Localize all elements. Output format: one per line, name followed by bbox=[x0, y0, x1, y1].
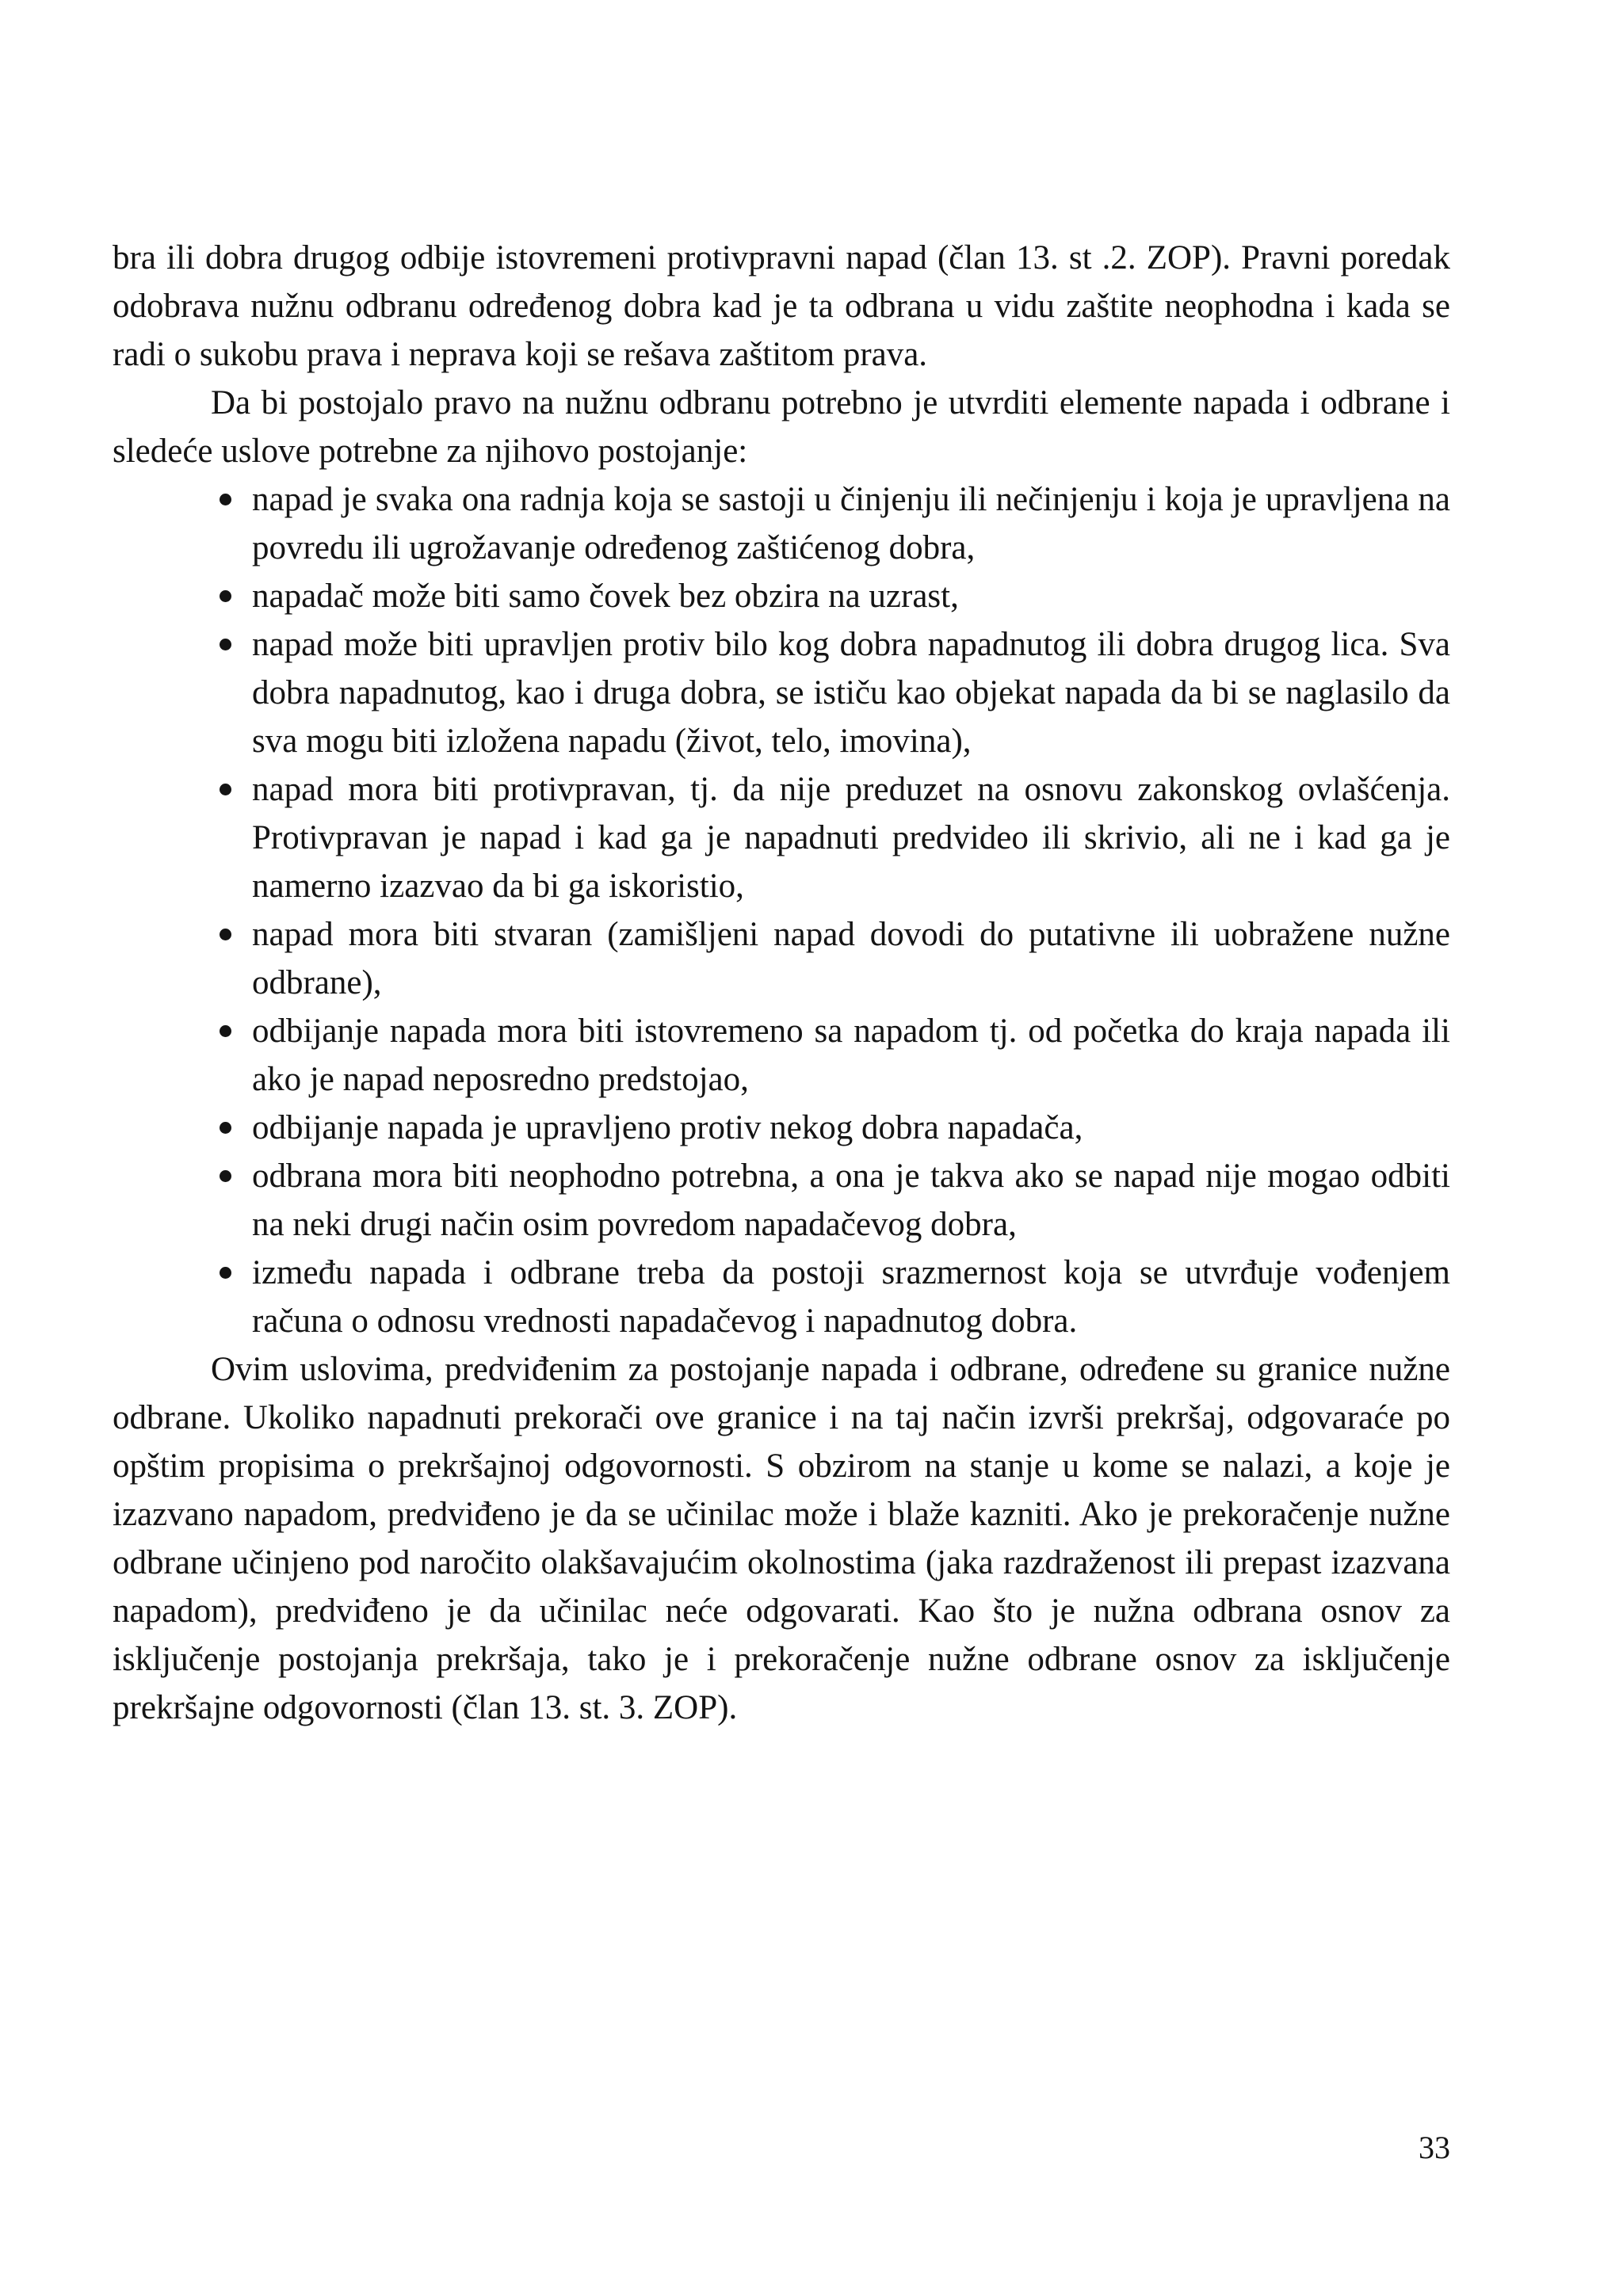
list-item-text: napad može biti upravljen protiv bilo kog dobra napadnutog ili dobra drugog lica. Sva dobra napadnutog, kao i druga dobra, se ističu kao objekat napada da bi se naglasilo da sva mogu biti izložena napadu (život, telo, imovina), bbox=[252, 626, 1450, 760]
list-item bbox=[252, 1152, 1450, 1249]
bullet-icon bbox=[220, 1267, 231, 1279]
list-item bbox=[252, 475, 1450, 572]
bullet-icon bbox=[220, 1170, 231, 1182]
page-number: 33 bbox=[1419, 2130, 1450, 2165]
list-item bbox=[252, 1249, 1450, 1345]
closing-paragraph: Ovim uslovima, predviđenim za postojanje napada i odbrane, određene su granice nužne odbrane. Ukoliko napadnuti prekorači ove granice i na taj način izvrši prekršaj, odgovaraće po opštim propisima o prekršajnoj odgovornosti. S obzirom na stanje u kome se nalazi, a koje je izazvano napadom, predviđeno je da se učinilac može i blaže kazniti. Ako je prekoračenje nužne odbrane učinjeno pod naročito olakšavajućim okolnostima (jaka razdraženost ili prepast izazvana napadom), predviđeno je da učinilac neće odgovarati. Kao što je nužna odbrana osnov za isključenje postojanja prekršaja, tako je i prekoračenje nužne odbrane osnov za isključenje prekršajne odgovornosti (član 13. st. 3. ZOP). bbox=[113, 1351, 1450, 1726]
bullet-icon bbox=[220, 1025, 231, 1037]
bullet-icon bbox=[220, 1122, 231, 1134]
bullet-icon bbox=[220, 639, 231, 650]
list-item bbox=[252, 1007, 1450, 1104]
bullet-icon bbox=[220, 929, 231, 940]
list-item-text: odbrana mora biti neophodno potrebna, a ona je takva ako se napad nije mogao odbiti na neki drugi način osim povredom napadačevog dobra, bbox=[252, 1158, 1450, 1243]
list-item-text: napad je svaka ona radnja koja se sastoji u činjenju ili nečinjenju i koja je upravljena na povredu ili ugrožavanje određenog zaštićenog dobra, bbox=[252, 481, 1450, 566]
list-item-text: između napada i odbrane treba da postoji srazmernost koja se utvrđuje vođenjem računa o odnosu vrednosti napadačevog i napadnutog dobra. bbox=[252, 1254, 1450, 1340]
bullet-icon bbox=[220, 784, 231, 795]
bullet-icon bbox=[220, 494, 231, 505]
list-item-text: odbijanje napada je upravljeno protiv nekog dobra napadača, bbox=[252, 1109, 1083, 1146]
list-item-text: odbijanje napada mora biti istovremeno sa napadom tj. od početka do kraja napada ili ako je napad neposredno predstojao, bbox=[252, 1013, 1450, 1098]
list-item-text: napad mora biti protivpravan, tj. da nije preduzet na osnovu zakonskog ovlašćenja. Protivpravan je napad i kad ga je napadnuti predvideo ili skrivio, ali ne i kad ga je namerno izazvao da bi ga iskoristio, bbox=[252, 771, 1450, 905]
list-item-text: napad mora biti stvaran (zamišljeni napad dovodi do putativne ili uobražene nužne odbrane), bbox=[252, 916, 1450, 1001]
opening-paragraph: bra ili dobra drugog odbije istovremeni protivpravni napad (član 13. st .2. ZOP). Pravni poredak odobrava nužnu odbranu određenog dobra kad je ta odbrana u vidu zaštite neophodna i kada se radi o sukobu prava i neprava koji se rešava zaštitom prava. bbox=[113, 239, 1450, 373]
bullet-icon bbox=[220, 590, 231, 602]
conditions-list bbox=[113, 475, 1450, 1345]
intro-paragraph: Da bi postojalo pravo na nužnu odbranu potrebno je utvrditi elemente napada i odbrane i sledeće uslove potrebne za njihovo postojanje: bbox=[113, 384, 1450, 470]
list-item bbox=[252, 572, 1450, 620]
body-text bbox=[113, 234, 1450, 1732]
list-item-text: napadač može biti samo čovek bez obzira na uzrast, bbox=[252, 578, 959, 615]
list-item bbox=[252, 765, 1450, 910]
list-item bbox=[252, 910, 1450, 1007]
list-item bbox=[252, 1104, 1450, 1152]
list-item bbox=[252, 620, 1450, 765]
